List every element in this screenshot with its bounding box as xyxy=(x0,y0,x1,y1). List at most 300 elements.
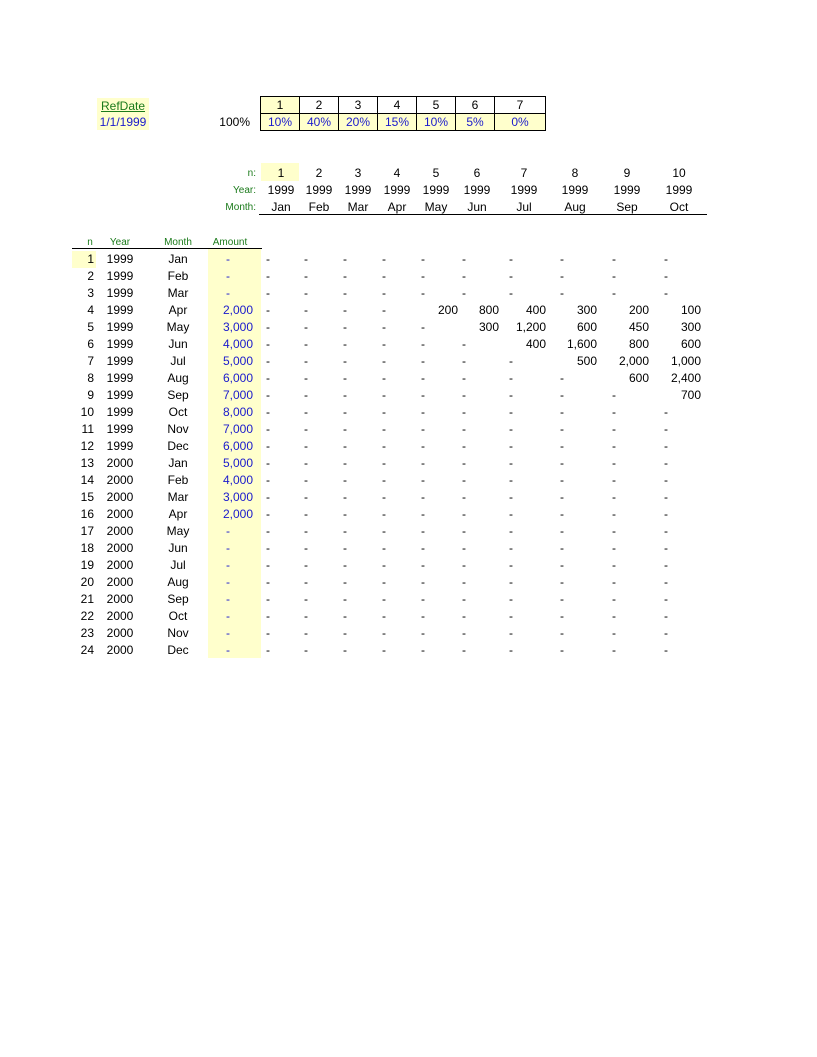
triangle-cell: - xyxy=(304,456,308,470)
triangle-cell: - xyxy=(612,286,616,300)
row-month: Jan xyxy=(168,456,188,470)
triangle-cell: - xyxy=(343,286,347,300)
row-month: Jul xyxy=(170,354,186,368)
triangle-cell: - xyxy=(664,456,668,470)
row-year: 2000 xyxy=(106,558,134,572)
triangle-cell: 200 xyxy=(628,303,649,317)
triangle-header-month: May xyxy=(424,200,448,214)
row-month: Mar xyxy=(167,490,189,504)
triangle-header-year: 1999 xyxy=(561,183,589,197)
triangle-cell: - xyxy=(421,354,425,368)
triangle-cell: - xyxy=(304,337,308,351)
triangle-cell: - xyxy=(421,592,425,606)
row-year: 2000 xyxy=(106,609,134,623)
triangle-cell: - xyxy=(304,405,308,419)
triangle-cell: - xyxy=(343,303,347,317)
triangle-cell: - xyxy=(382,320,386,334)
triangle-cell: - xyxy=(382,507,386,521)
triangle-cell: - xyxy=(343,388,347,402)
triangle-header-year: 1999 xyxy=(344,183,372,197)
triangle-cell: - xyxy=(304,354,308,368)
triangle-cell: - xyxy=(462,354,466,368)
table-row xyxy=(0,353,817,370)
triangle-cell: - xyxy=(560,490,564,504)
triangle-cell: - xyxy=(462,490,466,504)
triangle-cell: - xyxy=(304,609,308,623)
triangle-header-n: 7 xyxy=(520,166,528,180)
triangle-cell: - xyxy=(664,269,668,283)
row-year: 1999 xyxy=(106,286,134,300)
triangle-cell: - xyxy=(462,592,466,606)
table-row xyxy=(0,302,817,319)
triangle-cell: 400 xyxy=(525,303,546,317)
triangle-cell: - xyxy=(343,575,347,589)
row-n: 4 xyxy=(87,303,94,317)
triangle-cell: - xyxy=(343,354,347,368)
row-amount[interactable]: - xyxy=(226,609,230,623)
row-amount[interactable]: 5,000 xyxy=(222,456,253,470)
triangle-cell: - xyxy=(664,252,668,266)
triangle-header-n: 4 xyxy=(393,166,401,180)
triangle-cell: - xyxy=(343,609,347,623)
triangle-cell: - xyxy=(509,252,513,266)
table-row xyxy=(0,540,817,557)
row-amount[interactable]: 6,000 xyxy=(222,439,253,453)
triangle-cell: - xyxy=(266,252,270,266)
triangle-cell: 450 xyxy=(628,320,649,334)
row-month: Aug xyxy=(167,371,189,385)
triangle-cell: - xyxy=(343,643,347,657)
row-amount[interactable]: - xyxy=(226,252,230,266)
distribution-percent[interactable]: 0% xyxy=(495,114,546,131)
triangle-cell: - xyxy=(612,558,616,572)
table-row xyxy=(0,506,817,523)
triangle-cell: - xyxy=(266,439,270,453)
row-month: Feb xyxy=(167,269,189,283)
row-year: 2000 xyxy=(106,490,134,504)
triangle-cell: - xyxy=(266,269,270,283)
triangle-cell: - xyxy=(421,643,425,657)
triangle-cell: - xyxy=(382,473,386,487)
row-n: 6 xyxy=(87,337,94,351)
triangle-cell: - xyxy=(509,626,513,640)
table-row xyxy=(0,319,817,336)
row-n: 11 xyxy=(81,422,94,436)
triangle-cell: - xyxy=(382,626,386,640)
triangle-cell: - xyxy=(266,456,270,470)
row-year: 1999 xyxy=(106,320,134,334)
row-n: 15 xyxy=(80,490,94,504)
triangle-cell: - xyxy=(509,490,513,504)
row-n: 3 xyxy=(87,286,94,300)
triangle-cell: - xyxy=(343,320,347,334)
triangle-cell: - xyxy=(612,439,616,453)
row-n: 10 xyxy=(80,405,94,419)
triangle-cell: 2,400 xyxy=(670,371,701,385)
row-year: 1999 xyxy=(106,371,134,385)
row-year: 2000 xyxy=(106,592,134,606)
row-month: Nov xyxy=(167,626,189,640)
year-row-label: Year: xyxy=(233,185,256,196)
triangle-cell: - xyxy=(343,269,347,283)
triangle-cell: - xyxy=(343,592,347,606)
triangle-header-n: 9 xyxy=(623,166,631,180)
col-header-month: Month xyxy=(164,237,192,248)
triangle-cell: - xyxy=(266,507,270,521)
row-year: 2000 xyxy=(106,473,134,487)
row-amount[interactable]: 3,000 xyxy=(222,320,253,334)
triangle-cell: - xyxy=(421,524,425,538)
triangle-cell: - xyxy=(664,524,668,538)
triangle-cell: - xyxy=(664,575,668,589)
triangle-cell: - xyxy=(304,524,308,538)
row-n: 2 xyxy=(87,269,94,283)
triangle-cell: - xyxy=(509,354,513,368)
triangle-cell: - xyxy=(421,269,425,283)
triangle-cell: - xyxy=(421,626,425,640)
triangle-header-month: Jun xyxy=(467,200,487,214)
triangle-cell: - xyxy=(304,575,308,589)
table-row xyxy=(0,625,817,642)
triangle-cell: - xyxy=(612,643,616,657)
row-year: 1999 xyxy=(106,422,134,436)
triangle-cell: - xyxy=(612,626,616,640)
triangle-cell: - xyxy=(560,388,564,402)
distribution-percent[interactable]: 5% xyxy=(456,114,495,131)
triangle-cell: - xyxy=(509,405,513,419)
triangle-cell: - xyxy=(343,541,347,555)
triangle-cell: - xyxy=(266,524,270,538)
triangle-cell: - xyxy=(421,286,425,300)
triangle-cell: - xyxy=(266,286,270,300)
row-amount[interactable]: - xyxy=(226,592,230,606)
triangle-cell: - xyxy=(266,558,270,572)
triangle-cell: - xyxy=(560,524,564,538)
triangle-cell: 600 xyxy=(628,371,649,385)
triangle-cell: - xyxy=(560,473,564,487)
triangle-cell: - xyxy=(343,490,347,504)
triangle-cell: - xyxy=(343,252,347,266)
triangle-cell: - xyxy=(343,558,347,572)
row-year: 2000 xyxy=(106,541,134,555)
triangle-cell: - xyxy=(304,643,308,657)
row-n: 18 xyxy=(80,541,94,555)
distribution-percent[interactable]: 10% xyxy=(261,114,300,131)
triangle-cell: - xyxy=(509,541,513,555)
triangle-header-year: 1999 xyxy=(613,183,641,197)
triangle-cell: - xyxy=(612,592,616,606)
triangle-cell: - xyxy=(304,473,308,487)
distribution-period: 1 xyxy=(261,97,300,114)
triangle-cell: - xyxy=(664,490,668,504)
triangle-header-n: 10 xyxy=(672,166,686,180)
row-year: 1999 xyxy=(106,269,134,283)
triangle-cell: - xyxy=(421,473,425,487)
triangle-cell: - xyxy=(304,541,308,555)
row-n: 13 xyxy=(80,456,94,470)
triangle-cell: - xyxy=(462,439,466,453)
triangle-cell: - xyxy=(343,626,347,640)
triangle-cell: - xyxy=(421,575,425,589)
row-n: 5 xyxy=(87,320,94,334)
distribution-period: 3 xyxy=(339,97,378,114)
row-n: 21 xyxy=(80,592,94,606)
triangle-cell: - xyxy=(462,405,466,419)
row-amount[interactable]: 4,000 xyxy=(222,337,253,351)
row-amount[interactable]: - xyxy=(226,524,230,538)
triangle-cell: - xyxy=(304,320,308,334)
triangle-cell: - xyxy=(421,422,425,436)
triangle-cell: - xyxy=(560,252,564,266)
triangle-cell: - xyxy=(382,388,386,402)
triangle-cell: - xyxy=(462,422,466,436)
row-amount[interactable]: 7,000 xyxy=(222,388,253,402)
triangle-cell: - xyxy=(462,337,466,351)
triangle-cell: - xyxy=(462,269,466,283)
distribution-period: 4 xyxy=(378,97,417,114)
row-n: 24 xyxy=(80,643,94,657)
triangle-cell: - xyxy=(382,286,386,300)
triangle-cell: - xyxy=(664,592,668,606)
row-n: 17 xyxy=(80,524,94,538)
triangle-cell: - xyxy=(304,507,308,521)
triangle-cell: - xyxy=(343,422,347,436)
triangle-cell: 500 xyxy=(576,354,597,368)
triangle-cell: - xyxy=(266,575,270,589)
triangle-cell: 300 xyxy=(680,320,701,334)
triangle-cell: - xyxy=(421,320,425,334)
triangle-cell: - xyxy=(266,388,270,402)
row-amount[interactable]: 7,000 xyxy=(222,422,253,436)
table-row xyxy=(0,370,817,387)
row-month: Sep xyxy=(167,388,189,402)
triangle-cell: - xyxy=(462,286,466,300)
triangle-cell: - xyxy=(304,388,308,402)
triangle-cell: - xyxy=(560,643,564,657)
triangle-cell: 200 xyxy=(437,303,458,317)
triangle-cell: - xyxy=(304,303,308,317)
triangle-cell: - xyxy=(664,609,668,623)
row-month: Jul xyxy=(170,558,186,572)
row-amount[interactable]: - xyxy=(226,269,230,283)
triangle-cell: - xyxy=(560,422,564,436)
row-amount[interactable]: - xyxy=(226,643,230,657)
triangle-cell: 700 xyxy=(680,388,701,402)
row-month: Oct xyxy=(168,609,188,623)
triangle-cell: - xyxy=(266,473,270,487)
distribution-table xyxy=(260,96,546,131)
row-year: 2000 xyxy=(106,626,134,640)
row-amount[interactable]: - xyxy=(226,558,230,572)
row-n: 20 xyxy=(80,575,94,589)
row-year: 2000 xyxy=(106,507,134,521)
triangle-cell: - xyxy=(266,303,270,317)
triangle-cell: - xyxy=(462,541,466,555)
triangle-cell: - xyxy=(664,422,668,436)
row-amount[interactable]: - xyxy=(226,626,230,640)
row-year: 1999 xyxy=(106,405,134,419)
month-row-label: Month: xyxy=(225,202,256,213)
triangle-cell: 1,200 xyxy=(515,320,546,334)
triangle-cell: - xyxy=(509,592,513,606)
table-row xyxy=(0,438,817,455)
triangle-cell: - xyxy=(560,269,564,283)
triangle-cell: - xyxy=(509,643,513,657)
triangle-cell: - xyxy=(560,439,564,453)
triangle-cell: 2,000 xyxy=(618,354,649,368)
triangle-cell: 1,000 xyxy=(670,354,701,368)
row-amount[interactable]: - xyxy=(226,541,230,555)
triangle-cell: - xyxy=(612,541,616,555)
triangle-header-year: 1999 xyxy=(510,183,538,197)
triangle-cell: - xyxy=(560,592,564,606)
row-n: 16 xyxy=(80,507,94,521)
triangle-cell: - xyxy=(509,524,513,538)
row-amount[interactable]: 5,000 xyxy=(222,354,253,368)
triangle-cell: 1,600 xyxy=(566,337,597,351)
triangle-cell: - xyxy=(382,609,386,623)
row-amount[interactable]: 8,000 xyxy=(222,405,253,419)
table-row xyxy=(0,285,817,302)
triangle-cell: - xyxy=(382,303,386,317)
triangle-cell: - xyxy=(304,490,308,504)
triangle-cell: 100 xyxy=(680,303,701,317)
row-month: Mar xyxy=(167,286,189,300)
row-month: Feb xyxy=(167,473,189,487)
distribution-period: 5 xyxy=(417,97,456,114)
triangle-cell: - xyxy=(612,490,616,504)
row-amount[interactable]: - xyxy=(226,286,230,300)
triangle-cell: - xyxy=(462,252,466,266)
row-year: 1999 xyxy=(106,354,134,368)
row-amount[interactable]: 6,000 xyxy=(222,371,253,385)
triangle-header-month: Feb xyxy=(308,200,330,214)
triangle-cell: - xyxy=(462,558,466,572)
row-n: 8 xyxy=(87,371,94,385)
triangle-cell: - xyxy=(560,609,564,623)
header-underline xyxy=(259,214,707,215)
triangle-header-n: 1 xyxy=(277,166,285,180)
triangle-cell: - xyxy=(343,439,347,453)
triangle-cell: - xyxy=(421,388,425,402)
table-row xyxy=(0,557,817,574)
triangle-cell: - xyxy=(462,524,466,538)
triangle-cell: - xyxy=(560,371,564,385)
triangle-header-month: Apr xyxy=(387,200,407,214)
distribution-percent[interactable]: 15% xyxy=(378,114,417,131)
triangle-cell: - xyxy=(266,371,270,385)
distribution-period: 6 xyxy=(456,97,495,114)
triangle-cell: - xyxy=(421,507,425,521)
triangle-cell: - xyxy=(304,286,308,300)
distribution-period-row xyxy=(261,97,546,114)
distribution-percent[interactable]: 20% xyxy=(339,114,378,131)
triangle-cell: 400 xyxy=(525,337,546,351)
table-row xyxy=(0,489,817,506)
row-year: 1999 xyxy=(106,439,134,453)
distribution-percent[interactable]: 10% xyxy=(417,114,456,131)
triangle-cell: - xyxy=(612,405,616,419)
row-month: Dec xyxy=(167,643,189,657)
triangle-header-year: 1999 xyxy=(267,183,295,197)
triangle-cell: - xyxy=(382,371,386,385)
triangle-cell: - xyxy=(664,439,668,453)
triangle-cell: - xyxy=(509,439,513,453)
row-amount[interactable]: - xyxy=(226,575,230,589)
triangle-cell: - xyxy=(266,405,270,419)
triangle-cell: - xyxy=(612,575,616,589)
row-amount[interactable]: 3,000 xyxy=(222,490,253,504)
triangle-cell: - xyxy=(343,507,347,521)
triangle-cell: - xyxy=(462,388,466,402)
triangle-cell: - xyxy=(382,354,386,368)
row-n: 23 xyxy=(80,626,94,640)
triangle-cell: - xyxy=(266,337,270,351)
triangle-header-n: 3 xyxy=(354,166,362,180)
triangle-header-month: Jul xyxy=(516,200,532,214)
triangle-cell: - xyxy=(509,473,513,487)
n-row-label: n: xyxy=(247,168,256,179)
row-month: Apr xyxy=(168,303,188,317)
row-amount[interactable]: 4,000 xyxy=(222,473,253,487)
row-amount[interactable]: 2,000 xyxy=(222,303,253,317)
triangle-header-year: 1999 xyxy=(463,183,491,197)
triangle-cell: - xyxy=(560,507,564,521)
table-row xyxy=(0,642,817,659)
refdate-value[interactable]: 1/1/1999 xyxy=(97,114,149,130)
row-n: 1 xyxy=(87,252,94,266)
distribution-percent[interactable]: 40% xyxy=(300,114,339,131)
row-year: 1999 xyxy=(106,252,134,266)
triangle-cell: - xyxy=(664,405,668,419)
col-header-amount: Amount xyxy=(212,237,248,248)
row-month: Apr xyxy=(168,507,188,521)
triangle-header-year: 1999 xyxy=(305,183,333,197)
triangle-cell: - xyxy=(612,507,616,521)
triangle-cell: - xyxy=(560,558,564,572)
triangle-cell: - xyxy=(560,626,564,640)
distribution-period: 7 xyxy=(495,97,546,114)
row-month: Jun xyxy=(168,541,188,555)
triangle-cell: - xyxy=(421,371,425,385)
row-month: May xyxy=(166,524,190,538)
triangle-cell: - xyxy=(560,456,564,470)
row-amount[interactable]: 2,000 xyxy=(222,507,253,521)
triangle-cell: - xyxy=(509,269,513,283)
triangle-cell: - xyxy=(343,337,347,351)
triangle-cell: - xyxy=(664,558,668,572)
row-year: 2000 xyxy=(106,575,134,589)
triangle-header-year: 1999 xyxy=(422,183,450,197)
table-row xyxy=(0,421,817,438)
triangle-cell: - xyxy=(462,643,466,657)
triangle-cell: - xyxy=(509,388,513,402)
triangle-cell: - xyxy=(560,405,564,419)
triangle-cell: - xyxy=(382,252,386,266)
triangle-cell: - xyxy=(421,337,425,351)
col-header-n: n xyxy=(87,237,93,248)
triangle-cell: - xyxy=(664,643,668,657)
triangle-cell: - xyxy=(509,422,513,436)
triangle-cell: - xyxy=(612,388,616,402)
triangle-cell: - xyxy=(462,609,466,623)
triangle-cell: - xyxy=(304,592,308,606)
triangle-cell: - xyxy=(266,354,270,368)
triangle-cell: - xyxy=(266,643,270,657)
triangle-cell: - xyxy=(509,286,513,300)
triangle-cell: - xyxy=(382,575,386,589)
triangle-cell: - xyxy=(509,558,513,572)
